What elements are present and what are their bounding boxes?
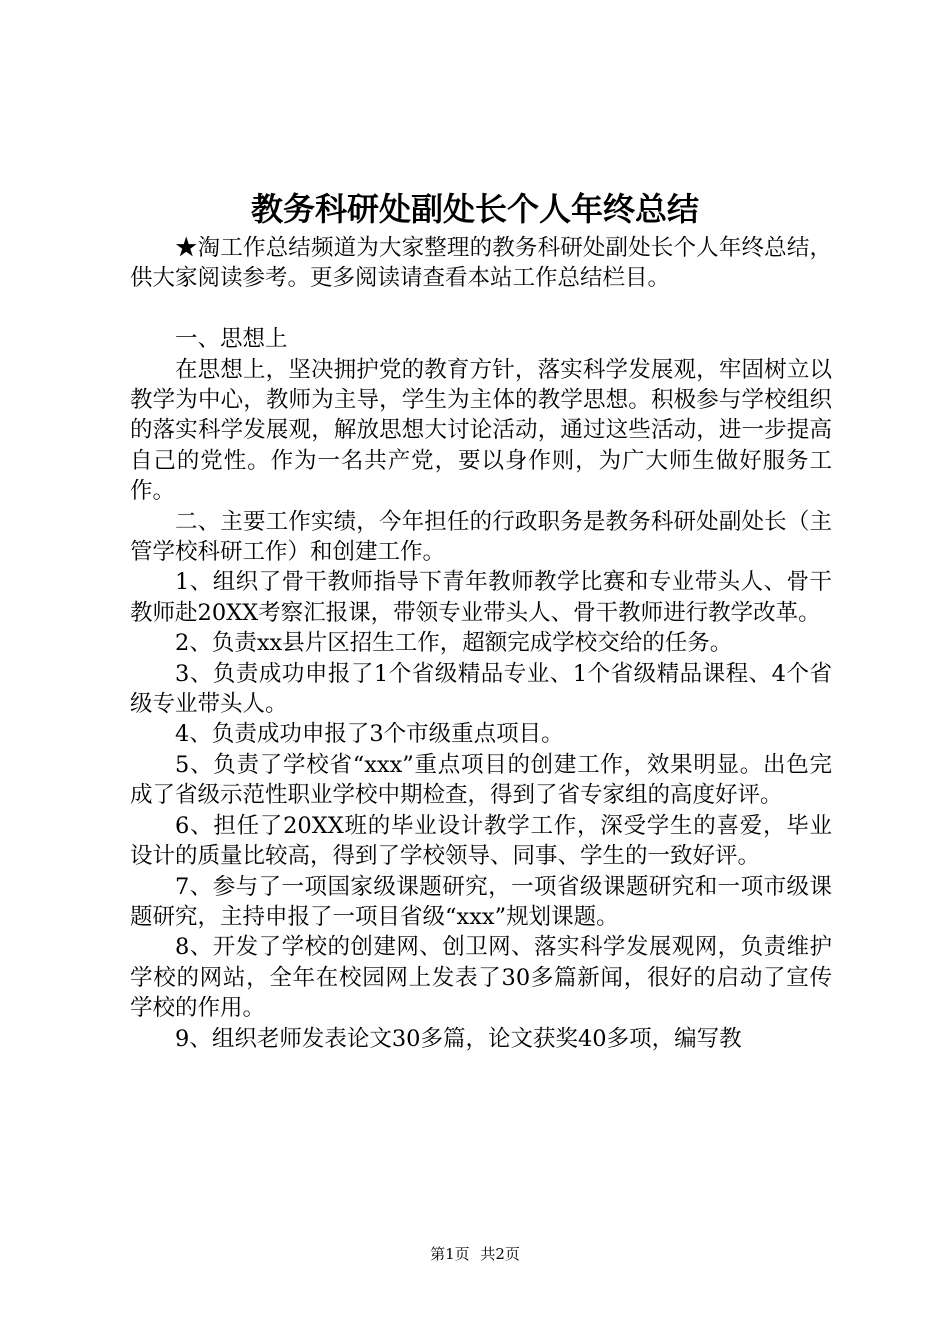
- list-item-7: 7、参与了一项国家级课题研究，一项省级课题研究和一项市级课题研究，主持申报了一项目省级“xxx”规划课题。: [130, 873, 832, 930]
- list-item-1: 1、组织了骨干教师指导下青年教师教学比赛和专业带头人、骨干教师赴20XX考察汇报课，带领专业带头人、骨干教师进行教学改革。: [130, 569, 832, 626]
- list-item-9: 9、组织老师发表论文30多篇，论文获奖40多项，编写教: [175, 1025, 742, 1052]
- list-item-3: 3、负责成功申报了1个省级精品专业、1个省级精品课程、4个省级专业带头人。: [130, 660, 832, 718]
- page-number: 第1页: [430, 1245, 470, 1263]
- list-item-6: 6、担任了20XX班的毕业设计教学工作，深受学生的喜爱，毕业设计的质量比较高，得到了学校领导、同事、学生的一致好评。: [130, 812, 832, 870]
- page-footer: [0, 1243, 950, 1265]
- section-heading-thought: 一、思想上: [175, 326, 288, 353]
- paragraph-thought: 在思想上，坚决拥护党的教育方针，落实科学发展观，牢固树立以教学为中心，教师为主导，学生为主体的教学思想。积极参与学校组织的落实科学发展观，解放思想大讨论活动，通过这些活动，进一步提高自己的党性。作为一名共产党，要以身作则，为广大师生做好服务工作。: [130, 356, 832, 505]
- document-body: [130, 233, 832, 1054]
- list-item-4: 4、负责成功申报了3个市级重点项目。: [175, 721, 564, 748]
- paragraph-spacer: [130, 294, 832, 324]
- section-heading-achievements: 二、主要工作实绩，今年担任的行政职务是教务科研处副处长（主管学校科研工作）和创建工作。: [130, 508, 832, 566]
- intro-paragraph: ★淘工作总结频道为大家整理的教务科研处副处长个人年终总结，供大家阅读参考。更多阅读请查看本站工作总结栏目。: [130, 235, 832, 292]
- list-item-2: 2、负责xx县片区招生工作，超额完成学校交给的任务。: [175, 630, 733, 657]
- document-title: 教务科研处副处长个人年终总结: [250, 190, 699, 228]
- list-item-5: 5、负责了学校省“xxx”重点项目的创建工作，效果明显。出色完成了省级示范性职业学校中期检查，得到了省专家组的高度好评。: [130, 751, 832, 809]
- page-total: 共2页: [480, 1245, 520, 1263]
- list-item-8: 8、开发了学校的创建网、创卫网、落实科学发展观网，负责维护学校的网站，全年在校园网上发表了30多篇新闻，很好的启动了宣传学校的作用。: [130, 934, 832, 1022]
